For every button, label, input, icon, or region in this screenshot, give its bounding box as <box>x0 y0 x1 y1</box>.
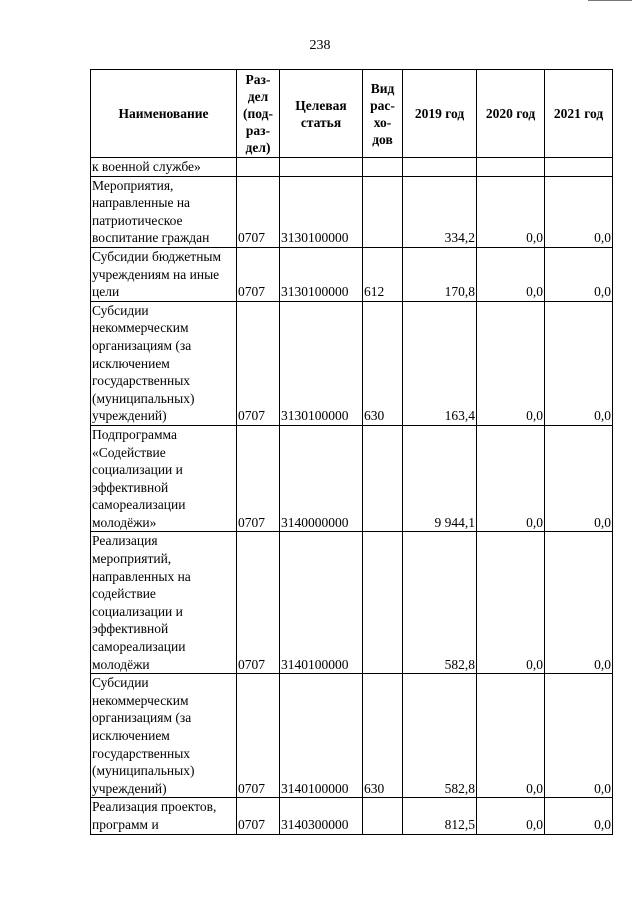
cell-vid <box>363 176 403 247</box>
table-header-row <box>91 70 613 158</box>
cell-celevaya <box>280 158 363 177</box>
table-row <box>91 301 613 425</box>
cell-y2019: 582,8 <box>403 532 477 674</box>
cell-y2019 <box>403 158 477 177</box>
cell-y2020 <box>477 158 545 177</box>
cell-name: Субсидии некоммерческим организациям (за исключением государственных (муниципальных) учреждений) <box>91 301 237 425</box>
cell-vid <box>363 798 403 834</box>
cell-celevaya: 3130100000 <box>280 301 363 425</box>
cell-vid <box>363 532 403 674</box>
header-vid: Вид рас-хо-дов <box>363 70 403 158</box>
cell-name: Мероприятия, направленные на патриотическое воспитание граждан <box>91 176 237 247</box>
cell-name: Реализация проектов, программ и <box>91 798 237 834</box>
cell-celevaya: 3140000000 <box>280 425 363 532</box>
table-row <box>91 798 613 834</box>
cell-y2019: 582,8 <box>403 674 477 798</box>
cell-vid: 630 <box>363 674 403 798</box>
page-number: 238 <box>309 38 331 53</box>
header-name: Наименование <box>91 70 237 158</box>
cell-y2019: 334,2 <box>403 176 477 247</box>
budget-table <box>90 69 613 835</box>
cell-y2021: 0,0 <box>545 798 613 834</box>
cell-celevaya: 3140100000 <box>280 532 363 674</box>
cell-vid: 630 <box>363 301 403 425</box>
cell-y2020: 0,0 <box>477 247 545 301</box>
header-2020: 2020 год <box>477 70 545 158</box>
cell-y2021: 0,0 <box>545 301 613 425</box>
cell-name: Субсидии некоммерческим организациям (за исключением государственных (муниципальных) учреждений) <box>91 674 237 798</box>
top-edge-mark <box>588 0 632 1</box>
cell-name: Реализация мероприятий, направленных на содействие социализации и эффективной самореализации молодёжи <box>91 532 237 674</box>
cell-razdel: 0707 <box>237 425 280 532</box>
header-celevaya: Целевая статья <box>280 70 363 158</box>
cell-vid <box>363 425 403 532</box>
cell-y2019: 812,5 <box>403 798 477 834</box>
cell-y2021: 0,0 <box>545 247 613 301</box>
cell-y2019: 163,4 <box>403 301 477 425</box>
cell-y2021: 0,0 <box>545 532 613 674</box>
table-row <box>91 425 613 532</box>
header-2021: 2021 год <box>545 70 613 158</box>
cell-razdel: 0707 <box>237 674 280 798</box>
cell-y2020: 0,0 <box>477 425 545 532</box>
cell-name: Субсидии бюджетным учреждениям на иные цели <box>91 247 237 301</box>
cell-celevaya: 3140300000 <box>280 798 363 834</box>
cell-name: к военной службе» <box>91 158 237 177</box>
table-row <box>91 158 613 177</box>
cell-razdel: 0707 <box>237 301 280 425</box>
table-row <box>91 176 613 247</box>
cell-celevaya: 3130100000 <box>280 247 363 301</box>
cell-y2021: 0,0 <box>545 425 613 532</box>
table-row <box>91 674 613 798</box>
cell-celevaya: 3140100000 <box>280 674 363 798</box>
cell-y2021: 0,0 <box>545 176 613 247</box>
cell-vid <box>363 158 403 177</box>
table-row <box>91 532 613 674</box>
header-razdel: Раз-дел (под-раз-дел) <box>237 70 280 158</box>
cell-y2020: 0,0 <box>477 674 545 798</box>
cell-razdel: 0707 <box>237 532 280 674</box>
cell-y2020: 0,0 <box>477 798 545 834</box>
cell-y2021: 0,0 <box>545 674 613 798</box>
header-2019: 2019 год <box>403 70 477 158</box>
cell-razdel: 0707 <box>237 176 280 247</box>
cell-y2021 <box>545 158 613 177</box>
cell-y2020: 0,0 <box>477 532 545 674</box>
cell-name: Подпрограмма «Содействие социализации и эффективной самореализации молодёжи» <box>91 425 237 532</box>
cell-y2020: 0,0 <box>477 176 545 247</box>
cell-y2019: 9 944,1 <box>403 425 477 532</box>
cell-razdel: 0707 <box>237 798 280 834</box>
cell-y2020: 0,0 <box>477 301 545 425</box>
cell-razdel: 0707 <box>237 247 280 301</box>
cell-y2019: 170,8 <box>403 247 477 301</box>
cell-celevaya: 3130100000 <box>280 176 363 247</box>
cell-razdel <box>237 158 280 177</box>
cell-vid: 612 <box>363 247 403 301</box>
table-row <box>91 247 613 301</box>
